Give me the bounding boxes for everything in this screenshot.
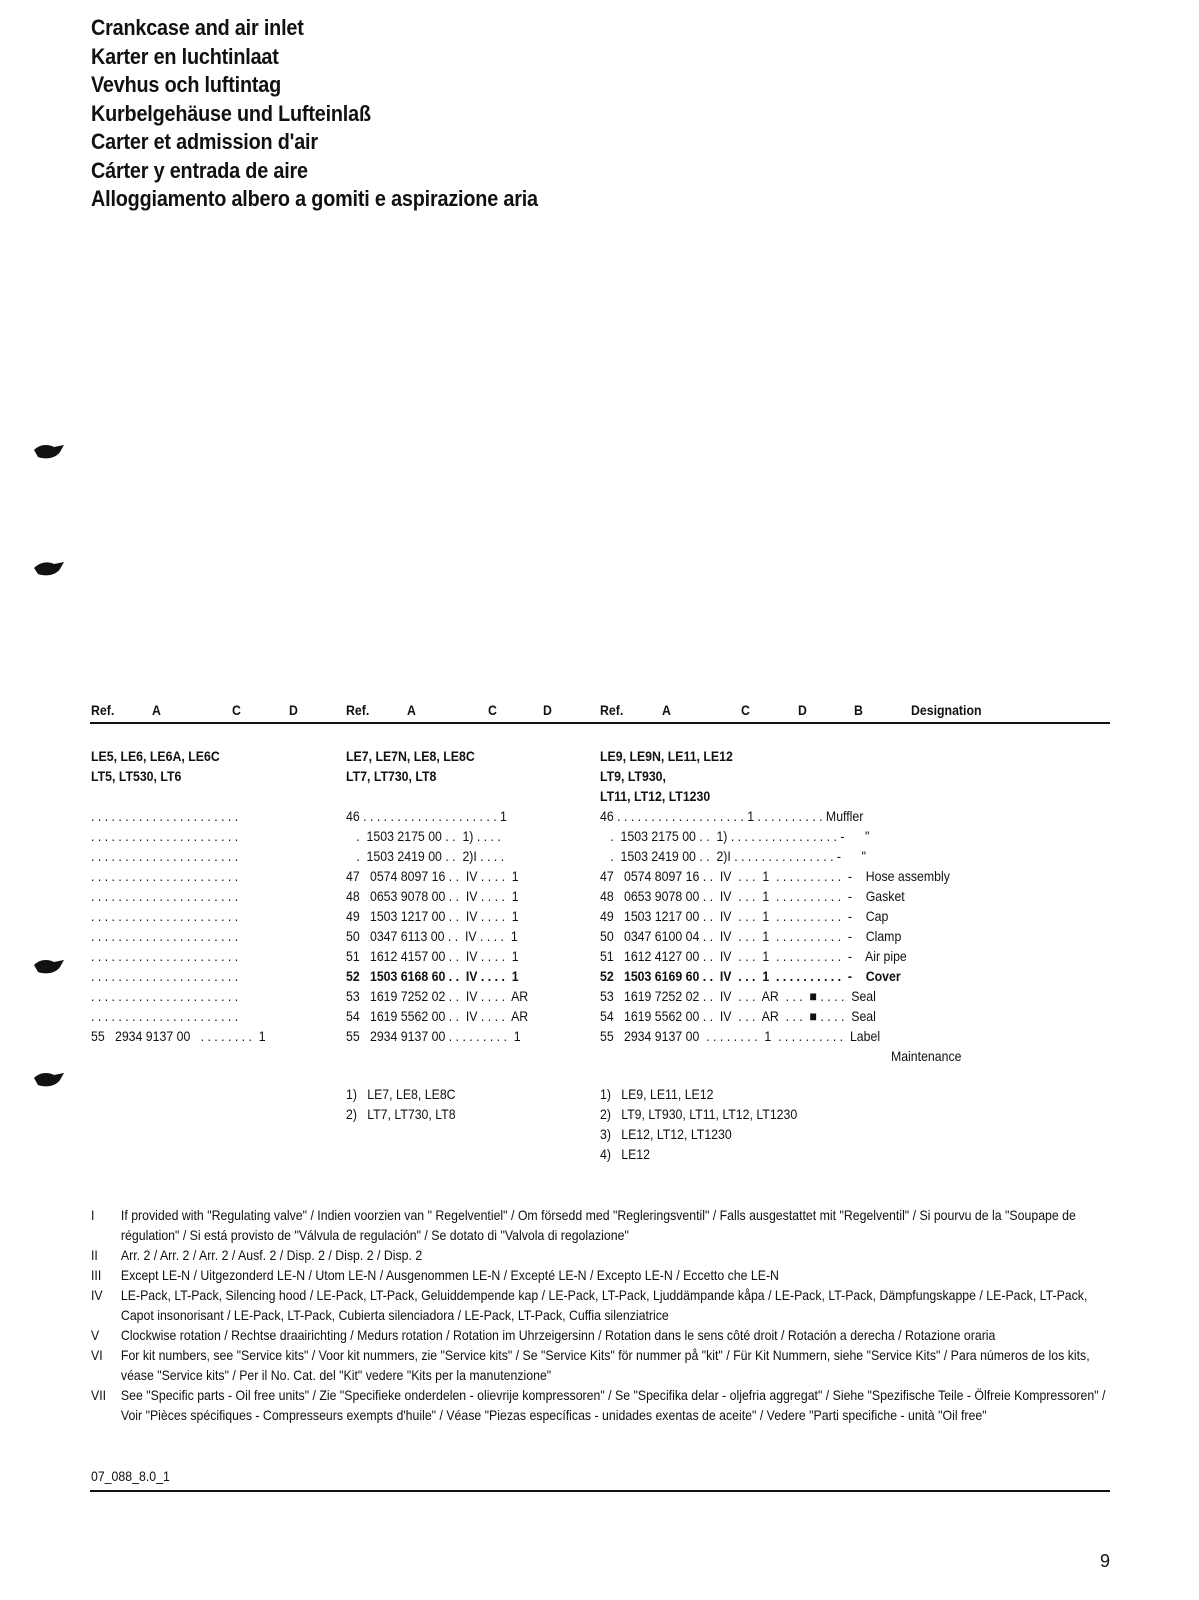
margin-marker-icon bbox=[32, 556, 66, 578]
model-group: LE5, LE6, LE6A, LE6C bbox=[91, 748, 220, 764]
table-cell: . . . . . . . . . . . . . . . . . . . . . . bbox=[91, 848, 239, 864]
title-sv: Vevhus och luftintag bbox=[91, 72, 282, 97]
table-cell: 53 1619 7252 02 . . IV . . . AR . . . ■ . . . . Seal bbox=[600, 988, 876, 1004]
note-item bbox=[91, 1385, 1121, 1425]
margin-marker-icon bbox=[32, 440, 66, 462]
table-cell: 53 1619 7252 02 . . IV . . . . AR bbox=[346, 988, 529, 1004]
table-cell: . . . . . . . . . . . . . . . . . . . . . . bbox=[91, 908, 239, 924]
table-cell: 55 2934 9137 00 . . . . . . . . 1 . . . . . . . . . . Label bbox=[600, 1028, 881, 1044]
title-de: Kurbelgehäuse und Lufteinlaß bbox=[91, 100, 371, 126]
table-cell: 50 0347 6100 04 . . IV . . . 1 . . . . . . . . . . - Clamp bbox=[600, 928, 902, 944]
header-b: B bbox=[854, 702, 863, 718]
table-cell: 55 2934 9137 00 . . . . . . . . . 1 bbox=[346, 1028, 521, 1044]
table-cell: 46 . . . . . . . . . . . . . . . . . . . 1 . . . . . . . . . . Muffler bbox=[600, 808, 864, 824]
note-item bbox=[91, 1345, 1121, 1385]
table-cell: . . . . . . . . . . . . . . . . . . . . . . bbox=[91, 948, 239, 964]
model-group: LT7, LT730, LT8 bbox=[346, 768, 437, 784]
header-ref: Ref. bbox=[91, 702, 115, 718]
model-group: LE7, LE7N, LE8, LE8C bbox=[346, 748, 475, 764]
document-id: 07_088_8.0_1 bbox=[91, 1468, 170, 1484]
table-cell: 49 1503 1217 00 . . IV . . . . 1 bbox=[346, 908, 519, 924]
title-block bbox=[91, 14, 588, 214]
note-item bbox=[91, 1205, 1121, 1245]
model-group: LT9, LT930, bbox=[600, 768, 666, 784]
table-cell: . . . . . . . . . . . . . . . . . . . . . . bbox=[91, 1008, 239, 1024]
table-cell: . . . . . . . . . . . . . . . . . . . . . . bbox=[91, 828, 239, 844]
note-item bbox=[91, 1245, 1121, 1265]
table-cell: 47 0574 8097 16 . . IV . . . . 1 bbox=[346, 868, 519, 884]
model-group: LE9, LE9N, LE11, LE12 bbox=[600, 748, 733, 764]
table-cell: 51 1612 4157 00 . . IV . . . . 1 bbox=[346, 948, 519, 964]
note-text: If provided with "Regulating valve" / Indien voorzien van " Regelventiel" / Om försedd med "Regleringsventil" / Falls ausgestattet mit "Regelventil" / Si pourvu de la "Soupape de régulation" / Si está provisto de "Válvula de regulación" / Se dotato di "Valvola di regolazione" bbox=[120, 1207, 1076, 1243]
footer-rule bbox=[90, 1490, 1110, 1492]
footnote: 3) LE12, LT12, LT1230 bbox=[600, 1126, 732, 1142]
title-fr: Carter et admission d'air bbox=[91, 129, 318, 154]
header-ref: Ref. bbox=[346, 702, 370, 718]
footnote: 1) LE7, LE8, LE8C bbox=[346, 1086, 456, 1102]
table-cell: 46 . . . . . . . . . . . . . . . . . . . . 1 bbox=[346, 808, 507, 824]
footnote: 2) LT9, LT930, LT11, LT12, LT1230 bbox=[600, 1106, 798, 1122]
model-group: LT5, LT530, LT6 bbox=[91, 768, 182, 784]
header-a: A bbox=[662, 702, 671, 718]
header-c: C bbox=[232, 702, 241, 718]
table-cell: 52 1503 6168 60 . . IV . . . . 1 bbox=[346, 968, 519, 984]
page-number: 9 bbox=[1100, 1551, 1111, 1571]
note-number: III bbox=[91, 1267, 102, 1283]
table-cell: 54 1619 5562 00 . . IV . . . AR . . . ■ . . . . Seal bbox=[600, 1008, 876, 1024]
note-text: For kit numbers, see "Service kits" / Voor kit nummers, zie "Service kits" / Se "Service Kits" för nummer på "kit" / Für Kit Nummern, siehe "Service Kits" / Para números de los kits, véase "Service kits" / Per il No. Cat. del "Kit" vedere "Kits per la manutenzione" bbox=[120, 1347, 1090, 1383]
table-cell: . 1503 2175 00 . . 1) . . . . bbox=[346, 828, 501, 844]
table-cell: . . . . . . . . . . . . . . . . . . . . . . bbox=[91, 808, 239, 824]
note-text: See "Specific parts - Oil free units" / Zie "Specifieke onderdelen - olievrije kompressoren" / Se "Specifika delar - oljefria aggregat" / Siehe "Spezifische Teile - Ölfreie Kompressoren" / Voir "Pièces spécifiques - Compresseurs exempts d'huile" / Véase "Piezas específicas - unidades exentas de aceite" / Vedere "Parti specifiche - unità "Oil free" bbox=[120, 1387, 1106, 1423]
table-cell: 49 1503 1217 00 . . IV . . . 1 . . . . . . . . . . - Cap bbox=[600, 908, 889, 924]
note-number: I bbox=[91, 1207, 95, 1223]
header-ref: Ref. bbox=[600, 702, 624, 718]
title-es: Cárter y entrada de aire bbox=[91, 157, 308, 183]
table-cell: . . . . . . . . . . . . . . . . . . . . . . bbox=[91, 888, 239, 904]
footnote: 1) LE9, LE11, LE12 bbox=[600, 1086, 714, 1102]
footnote: 4) LE12 bbox=[600, 1146, 651, 1162]
header-d: D bbox=[798, 702, 807, 718]
note-text: Except LE-N / Uitgezonderd LE-N / Utom LE-N / Ausgenommen LE-N / Excepté LE-N / Excepto LE-N / Eccetto che LE-N bbox=[120, 1267, 779, 1283]
table-cell: 51 1612 4127 00 . . IV . . . 1 . . . . . . . . . . - Air pipe bbox=[600, 948, 907, 964]
header-c: C bbox=[488, 702, 497, 718]
margin-marker-icon bbox=[32, 1068, 66, 1090]
note-number: VII bbox=[91, 1387, 107, 1403]
table-cell: 50 0347 6113 00 . . IV . . . . 1 bbox=[346, 928, 518, 944]
title-en: Crankcase and air inlet bbox=[91, 15, 304, 40]
note-item bbox=[91, 1265, 1121, 1285]
table-cell: . 1503 2419 00 . . 2)I . . . . bbox=[346, 848, 505, 864]
footnote: 2) LT7, LT730, LT8 bbox=[346, 1106, 456, 1122]
header-d: D bbox=[543, 702, 552, 718]
note-number: VI bbox=[91, 1347, 103, 1363]
table-cell: Maintenance bbox=[600, 1048, 962, 1064]
note-number: V bbox=[91, 1327, 100, 1343]
header-c: C bbox=[741, 702, 750, 718]
title-it: Alloggiamento albero a gomiti e aspirazione aria bbox=[91, 186, 538, 211]
table-cell: . 1503 2175 00 . . 1) . . . . . . . . . . . . . . . . - " bbox=[600, 828, 870, 844]
table-cell: 55 2934 9137 00 . . . . . . . . 1 bbox=[91, 1028, 266, 1044]
note-number: II bbox=[91, 1247, 98, 1263]
header-d: D bbox=[289, 702, 298, 718]
model-group: LT11, LT12, LT1230 bbox=[600, 788, 711, 804]
table-cell: 48 0653 9078 00 . . IV . . . 1 . . . . . . . . . . - Gasket bbox=[600, 888, 905, 904]
note-text: Clockwise rotation / Rechtse draairichting / Medurs rotation / Rotation im Uhrzeigersinn / Rotation dans le sens côté droit / Rotación a derecha / Rotazione oraria bbox=[120, 1327, 996, 1343]
table-cell: 52 1503 6169 60 . . IV . . . 1 . . . . . . . . . . - Cover bbox=[600, 968, 901, 984]
header-designation: Designation bbox=[911, 702, 982, 718]
header-rule bbox=[90, 722, 1110, 724]
notes-list bbox=[91, 1205, 1131, 1425]
note-text: LE-Pack, LT-Pack, Silencing hood / LE-Pack, LT-Pack, Geluiddempende kap / LE-Pack, LT-Pack, Ljuddämpande kåpa / LE-Pack, LT-Pack, Dämpfungskappe / LE-Pack, LT-Pack, Capot insonorisant / LE-Pack, LT-Pack, Cubierta silenciadora / LE-Pack, LT-Pack, Cuffia silenziatrice bbox=[120, 1287, 1088, 1323]
header-a: A bbox=[152, 702, 161, 718]
table-cell: . . . . . . . . . . . . . . . . . . . . . . bbox=[91, 928, 239, 944]
margin-marker-icon bbox=[32, 955, 66, 977]
table-cell: 47 0574 8097 16 . . IV . . . 1 . . . . . . . . . . - Hose assembly bbox=[600, 868, 950, 884]
table-cell: 54 1619 5562 00 . . IV . . . . AR bbox=[346, 1008, 529, 1024]
note-item bbox=[91, 1285, 1121, 1325]
table-cell: . . . . . . . . . . . . . . . . . . . . . . bbox=[91, 868, 239, 884]
table-cell: . 1503 2419 00 . . 2)I . . . . . . . . . . . . . . . - " bbox=[600, 848, 866, 864]
table-cell: . . . . . . . . . . . . . . . . . . . . . . bbox=[91, 988, 239, 1004]
note-item bbox=[91, 1325, 1121, 1345]
table-cell: 48 0653 9078 00 . . IV . . . . 1 bbox=[346, 888, 519, 904]
title-nl: Karter en luchtinlaat bbox=[91, 43, 279, 69]
note-text: Arr. 2 / Arr. 2 / Arr. 2 / Ausf. 2 / Disp. 2 / Disp. 2 / Disp. 2 bbox=[120, 1247, 423, 1263]
note-number: IV bbox=[91, 1287, 103, 1303]
table-cell: . . . . . . . . . . . . . . . . . . . . . . bbox=[91, 968, 239, 984]
header-a: A bbox=[407, 702, 416, 718]
